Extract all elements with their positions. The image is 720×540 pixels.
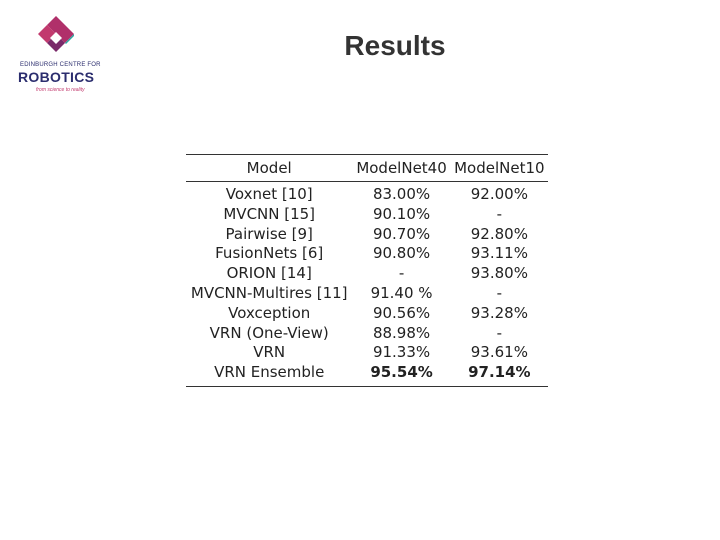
table-row xyxy=(186,304,548,324)
cell-modelnet10: 93.61% xyxy=(470,343,528,362)
cell-modelnet10: - xyxy=(496,283,503,302)
cell-model: MVCNN [15] xyxy=(223,204,316,223)
header-modelnet10: ModelNet10 xyxy=(454,159,545,177)
table-row xyxy=(186,264,548,284)
table-row xyxy=(186,324,548,344)
cell-modelnet10: 92.00% xyxy=(470,185,528,203)
cell-modelnet40: 91.33% xyxy=(372,343,431,362)
cell-modelnet10: 93.80% xyxy=(470,264,528,283)
table-row xyxy=(186,363,548,386)
cell-modelnet40: 88.98% xyxy=(372,323,431,342)
table-row xyxy=(186,205,548,225)
cell-model: VRN (One-View) xyxy=(209,323,329,342)
results-table xyxy=(186,154,548,387)
cell-modelnet40: 91.40 % xyxy=(370,283,433,302)
table-row xyxy=(186,244,548,264)
cell-modelnet40: 95.54% xyxy=(370,363,433,382)
cell-model: VRN Ensemble xyxy=(214,363,325,382)
cell-modelnet10: 93.28% xyxy=(470,303,528,322)
logo-tagline: from science to reality xyxy=(36,87,85,93)
slide-title: Results xyxy=(344,30,446,61)
cell-modelnet10: - xyxy=(496,323,503,342)
cell-modelnet40: 90.56% xyxy=(372,303,431,322)
cell-modelnet40: 90.10% xyxy=(372,204,431,223)
header-model: Model xyxy=(246,159,292,177)
cell-modelnet10: 92.80% xyxy=(470,224,528,243)
header-modelnet40: ModelNet40 xyxy=(356,159,447,177)
cell-model: MVCNN-Multires [11] xyxy=(190,283,348,302)
table-row xyxy=(186,225,548,245)
logo-line1: EDINBURGH CENTRE FOR xyxy=(20,62,101,68)
logo-line2: ROBOTICS xyxy=(18,69,95,85)
table-row xyxy=(186,182,548,205)
cell-model: Voxception xyxy=(228,303,311,322)
cell-modelnet40: - xyxy=(398,264,405,283)
cell-model: Pairwise [9] xyxy=(225,224,313,243)
cell-modelnet10: 97.14% xyxy=(468,363,531,382)
cell-model: Voxnet [10] xyxy=(225,185,313,203)
cell-model: ORION [14] xyxy=(226,264,312,283)
cell-model: VRN xyxy=(253,343,286,362)
cell-model: FusionNets [6] xyxy=(215,244,324,263)
table-row xyxy=(186,284,548,304)
table-header-row xyxy=(186,155,548,182)
cell-modelnet10: 93.11% xyxy=(470,244,528,263)
cell-modelnet40: 90.80% xyxy=(372,244,431,263)
cell-modelnet40: 90.70% xyxy=(372,224,431,243)
cell-modelnet40: 83.00% xyxy=(372,185,431,203)
cell-modelnet10: - xyxy=(496,204,503,223)
table-row xyxy=(186,343,548,363)
